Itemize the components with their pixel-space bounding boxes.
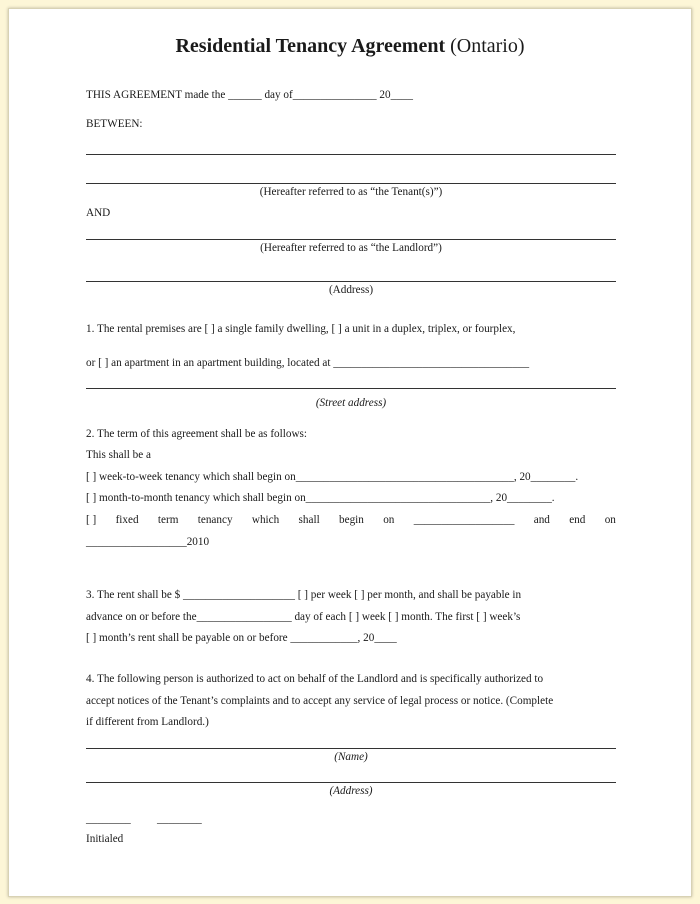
tenant-name-line-2 [86, 183, 616, 184]
clause-2-fixed-end: __________________2010 [86, 536, 210, 548]
agent-name-line [86, 748, 616, 749]
fixed-word: begin [339, 514, 364, 526]
clause-2-weekly-option: [ ] week-to-week tenancy which shall begin on_______________________________________, 20________. [86, 471, 579, 483]
street-address-label: (Street address) [315, 397, 387, 409]
fixed-word: tenancy [197, 514, 233, 526]
agreement-date-line: THIS AGREEMENT made the ______ day of_______________ 20____ [86, 89, 413, 101]
clause-4-line-2: accept notices of the Tenant’s complaints and to accept any service of legal process or notice. (Complete [86, 695, 554, 707]
landlord-reference: (Hereafter referred to as “the Landlord”) [260, 242, 442, 254]
fixed-word: on [383, 514, 395, 526]
address-label: (Address) [328, 284, 374, 296]
page-title: Residential Tenancy Agreement (Ontario) [175, 35, 525, 57]
fixed-word: end [569, 514, 586, 526]
street-address-line [86, 388, 616, 389]
clause-4-line-1: 4. The following person is authorized to act on behalf of the Landlord and is specifically authorized to [86, 673, 544, 685]
clause-3-line-3: [ ] month’s rent shall be payable on or before ____________, 20____ [86, 632, 397, 644]
tenant-reference: (Hereafter referred to as “the Tenant(s)”) [259, 186, 443, 198]
clause-2-monthly-option: [ ] month-to-month tenancy which shall begin on_________________________________, 20________. [86, 492, 555, 504]
fixed-word: term [157, 514, 179, 526]
agent-address-label: (Address) [329, 785, 373, 797]
name-label: (Name) [334, 751, 368, 763]
clause-2-line-2: This shall be a [86, 449, 151, 461]
landlord-address-line [86, 281, 616, 282]
fixed-word: [ ] [86, 514, 97, 526]
agent-address-line [86, 782, 616, 783]
initials-blank-1: ________ [86, 813, 131, 825]
clause-1-line-2: or [ ] an apartment in an apartment building, located at ___________________________________ [86, 357, 530, 369]
between-label: BETWEEN: [86, 118, 143, 130]
tenant-name-line-1 [86, 154, 616, 155]
fixed-word: shall [298, 514, 320, 526]
fixed-word: and [533, 514, 550, 526]
fixed-word: fixed [115, 514, 139, 526]
initials-blank-2: ________ [157, 813, 202, 825]
document-page [8, 8, 692, 897]
fixed-word: __________________ [413, 514, 515, 526]
clause-2-line-1: 2. The term of this agreement shall be as follows: [86, 428, 308, 440]
and-label: AND [86, 207, 111, 219]
clause-3-line-2: advance on or before the_________________ day of each [ ] week [ ] month. The first [ ] week’s [86, 611, 521, 623]
clause-3-line-1: 3. The rent shall be $ ____________________ [ ] per week [ ] per month, and shall be payable in [86, 589, 522, 601]
fixed-word: on [604, 514, 616, 526]
clause-1-line-1: 1. The rental premises are [ ] a single family dwelling, [ ] a unit in a duplex, triplex, or fourplex, [86, 323, 516, 335]
initialed-label: Initialed [86, 833, 124, 845]
clause-2-fixed-term-option [86, 514, 616, 526]
landlord-name-line [86, 239, 616, 240]
clause-4-line-3: if different from Landlord.) [86, 716, 209, 728]
fixed-word: which [251, 514, 280, 526]
